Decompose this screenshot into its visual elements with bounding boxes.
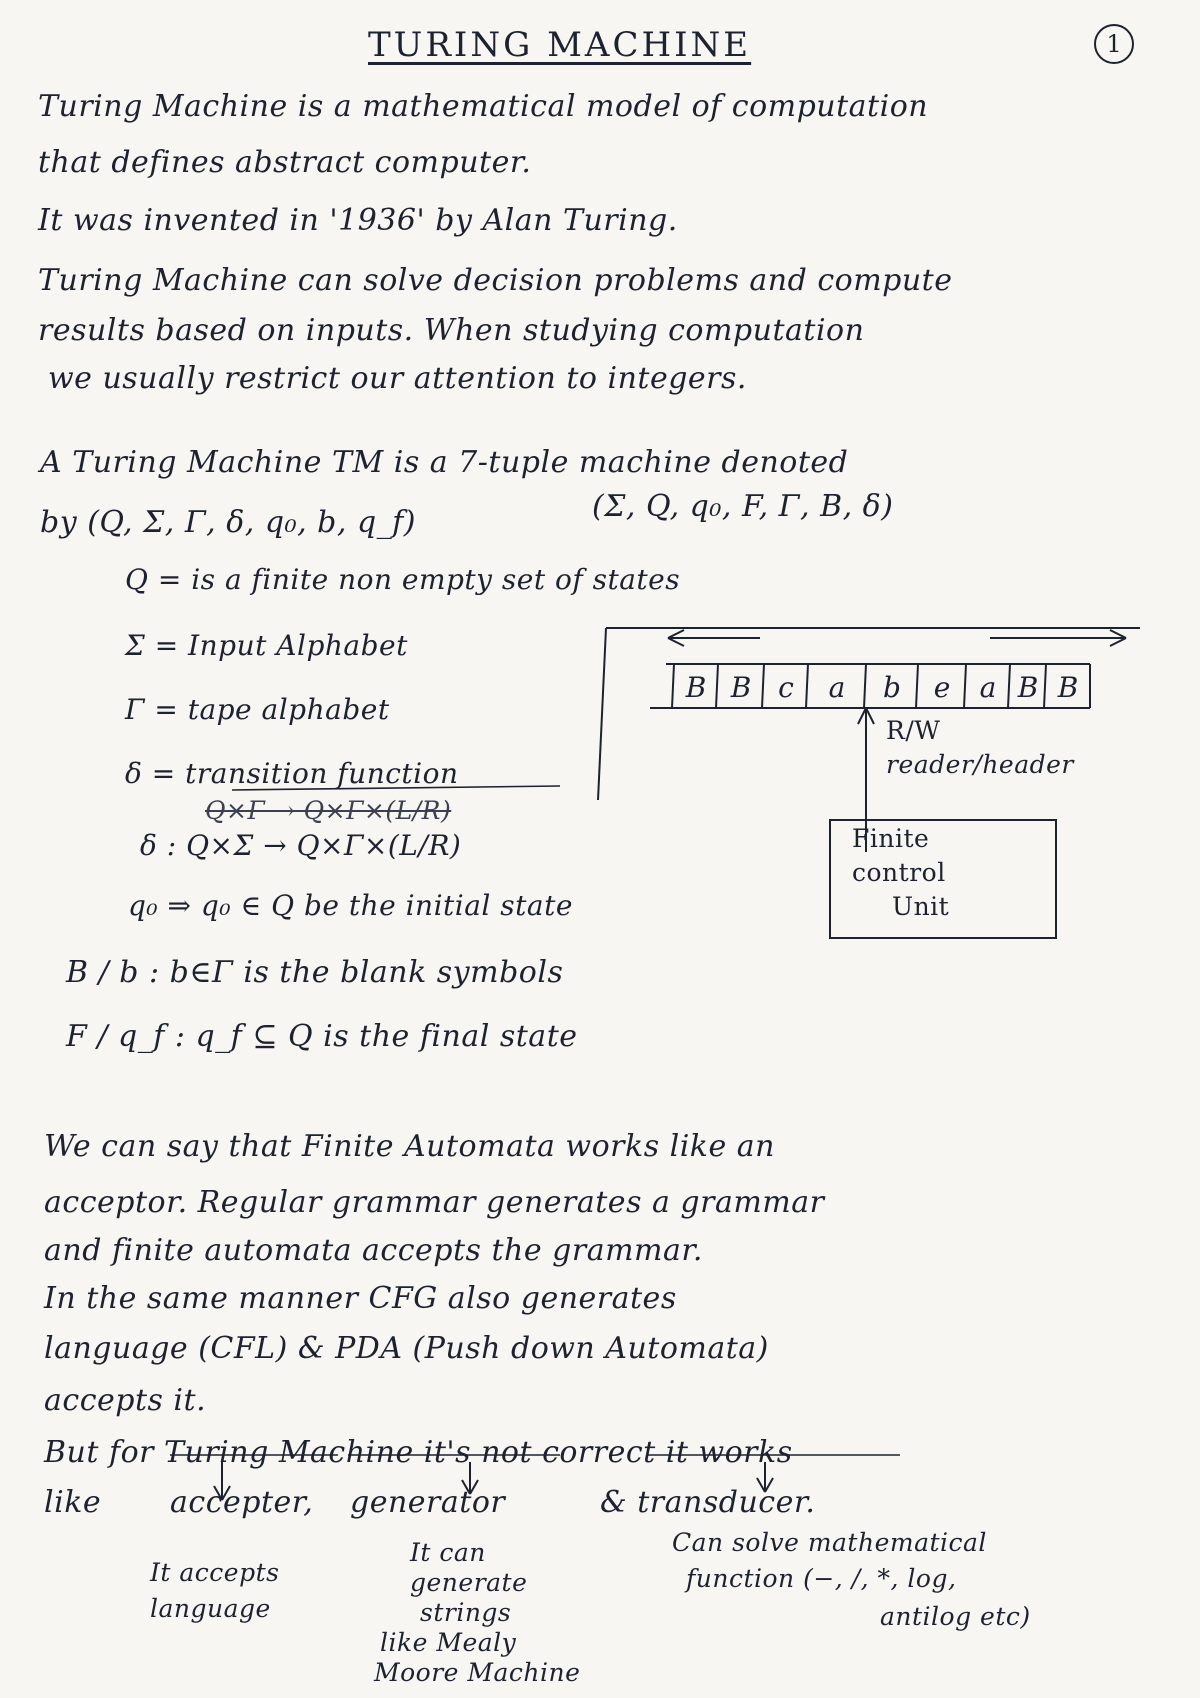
tape-cell-symbol: e: [933, 671, 951, 704]
tape-cell-divider: [864, 664, 866, 708]
tape-cell-divider: [916, 664, 918, 708]
control-label: Finite: [852, 824, 930, 853]
head-label: R/W: [886, 716, 941, 745]
def-transition-struck: Q×Γ → Q×Γ×(L/R): [205, 796, 452, 825]
page-title: TURING MACHINE: [368, 25, 752, 65]
tape-cell-symbol: B: [685, 671, 707, 704]
def-transition-formal: δ : Q×Σ → Q×Γ×(L/R): [140, 829, 462, 862]
tape-cell-divider: [1044, 664, 1046, 708]
def-tape-alphabet: Γ = tape alphabet: [125, 693, 390, 726]
role-accepter: accepter,: [170, 1485, 314, 1520]
tape-cell-symbol: B: [1057, 671, 1079, 704]
tape-cell-divider: [762, 664, 764, 708]
comparison-line: like: [44, 1485, 102, 1520]
comparison-line: and finite automata accepts the grammar.: [44, 1233, 703, 1268]
intro-line: Turing Machine is a mathematical model of computation: [38, 89, 929, 124]
tape-cell-symbol: B: [1017, 671, 1039, 704]
intro-line: that defines abstract computer.: [38, 145, 532, 180]
note-accepter: It accepts: [150, 1558, 280, 1587]
tape-cell-divider: [1008, 664, 1010, 708]
def-initial-state: q₀ ⇒ q₀ ∈ Q be the initial state: [128, 889, 573, 922]
definition-alt-tuple: (Σ, Q, q₀, F, Γ, B, δ): [592, 489, 894, 524]
note-generator: generate: [410, 1568, 528, 1597]
definition-line: A Turing Machine TM is a 7-tuple machine denoted: [40, 445, 849, 480]
note-generator: strings: [420, 1598, 512, 1627]
head-caption: reader/header: [886, 750, 1074, 779]
tape-cell-divider: [806, 664, 808, 708]
tape: [650, 664, 1090, 708]
note-transducer: Can solve mathematical: [672, 1528, 987, 1557]
role-transducer: & transducer.: [600, 1485, 816, 1520]
tape-cell-symbol: a: [828, 671, 846, 704]
control-label: control: [852, 858, 946, 887]
tape-cell-divider: [964, 664, 966, 708]
def-transition: δ = transition function: [125, 757, 459, 790]
comparison-line: language (CFL) & PDA (Push down Automata): [44, 1331, 769, 1366]
comparison-line: accepts it.: [44, 1383, 207, 1418]
comparison-line: acceptor. Regular grammar generates a grammar: [44, 1185, 825, 1220]
intro-line: we usually restrict our attention to integers.: [48, 361, 747, 396]
comparison-line: We can say that Finite Automata works like an: [44, 1129, 775, 1164]
note-transducer: function (−, /, *, log,: [686, 1564, 957, 1593]
def-states: Q = is a finite non empty set of states: [125, 563, 681, 596]
intro-line: results based on inputs. When studying computation: [38, 313, 865, 348]
note-generator: It can: [410, 1538, 486, 1567]
intro-line: Turing Machine can solve decision problems and compute: [38, 263, 953, 298]
def-blank-symbol: B / b : b∈Γ is the blank symbols: [66, 955, 564, 990]
comparison-line: In the same manner CFG also generates: [44, 1281, 677, 1316]
page-number: 1: [1094, 24, 1134, 64]
def-input-alphabet: Σ = Input Alphabet: [125, 629, 408, 662]
tape-cell-symbol: a: [979, 671, 997, 704]
role-generator: generator: [350, 1485, 506, 1520]
def-final-state: F / q_f : q_f ⊆ Q is the final state: [66, 1019, 578, 1054]
note-generator: like Mealy: [380, 1628, 517, 1657]
note-accepter: language: [150, 1594, 271, 1623]
tape-cell-symbol: b: [883, 671, 901, 704]
tape-cell-divider: [716, 664, 718, 708]
tape-cell-symbol: c: [778, 671, 794, 704]
definition-tuple: by (Q, Σ, Γ, δ, q₀, b, q_f): [40, 505, 416, 540]
tape-cell-symbol: B: [730, 671, 752, 704]
tape-cell-divider: [672, 664, 674, 708]
note-generator: Moore Machine: [374, 1658, 581, 1687]
control-label: Unit: [892, 892, 950, 921]
intro-line: It was invented in '1936' by Alan Turing.: [38, 203, 678, 238]
note-transducer: antilog etc): [880, 1602, 1031, 1631]
comparison-line: But for Turing Machine it's not correct it works: [44, 1435, 793, 1470]
